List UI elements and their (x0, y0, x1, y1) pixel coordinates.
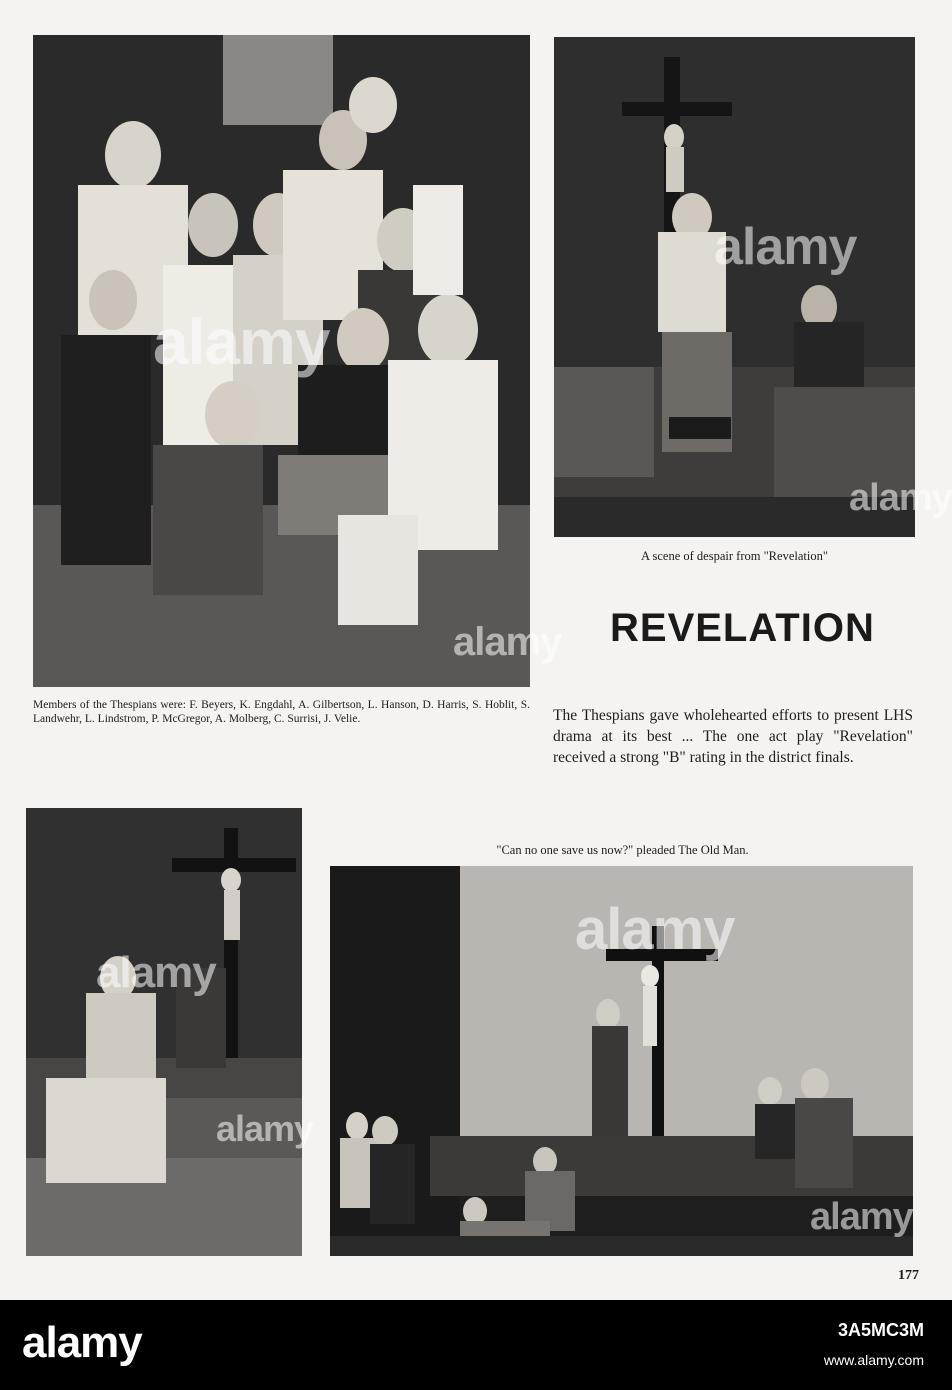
kneeling-woman-photo (26, 808, 314, 1256)
watermark: alamy (714, 218, 857, 276)
thespians-group-photo (33, 35, 562, 687)
page-title: REVELATION (610, 606, 875, 650)
despair-scene-photo (554, 37, 952, 537)
image-id: 3A5MC3M (837, 1320, 924, 1340)
page-number: 177 (898, 1268, 919, 1283)
stock-logo: alamy (22, 1318, 142, 1367)
watermark: alamy (216, 1108, 314, 1149)
despair-scene-caption: A scene of despair from "Revelation" (641, 549, 828, 563)
stock-url[interactable]: www.alamy.com (823, 1352, 924, 1368)
watermark: alamy (849, 477, 952, 519)
watermark: alamy (810, 1196, 913, 1238)
watermark: alamy (96, 948, 216, 997)
stock-footer (0, 1300, 952, 1390)
watermark: alamy (453, 620, 562, 664)
stage-scene-photo (330, 866, 913, 1256)
body-text: The Thespians gave wholehearted efforts to present LHS drama at its best ... The one act play "Revelation" received a strong "B" rating in the district finals. (553, 707, 913, 767)
watermark: alamy (575, 897, 735, 962)
group-photo-caption: Members of the Thespians were: F. Beyers, K. Engdahl, A. Gilbertson, L. Hanson, D. Harris, S. Hoblit, S. Landwehr, L. Lindstrom, P. McGregor, A. Molberg, C. Surrisi, J. Velie. (33, 699, 530, 726)
old-man-caption: "Can no one save us now?" pleaded The Old Man. (496, 843, 749, 857)
watermark: alamy (153, 306, 330, 378)
